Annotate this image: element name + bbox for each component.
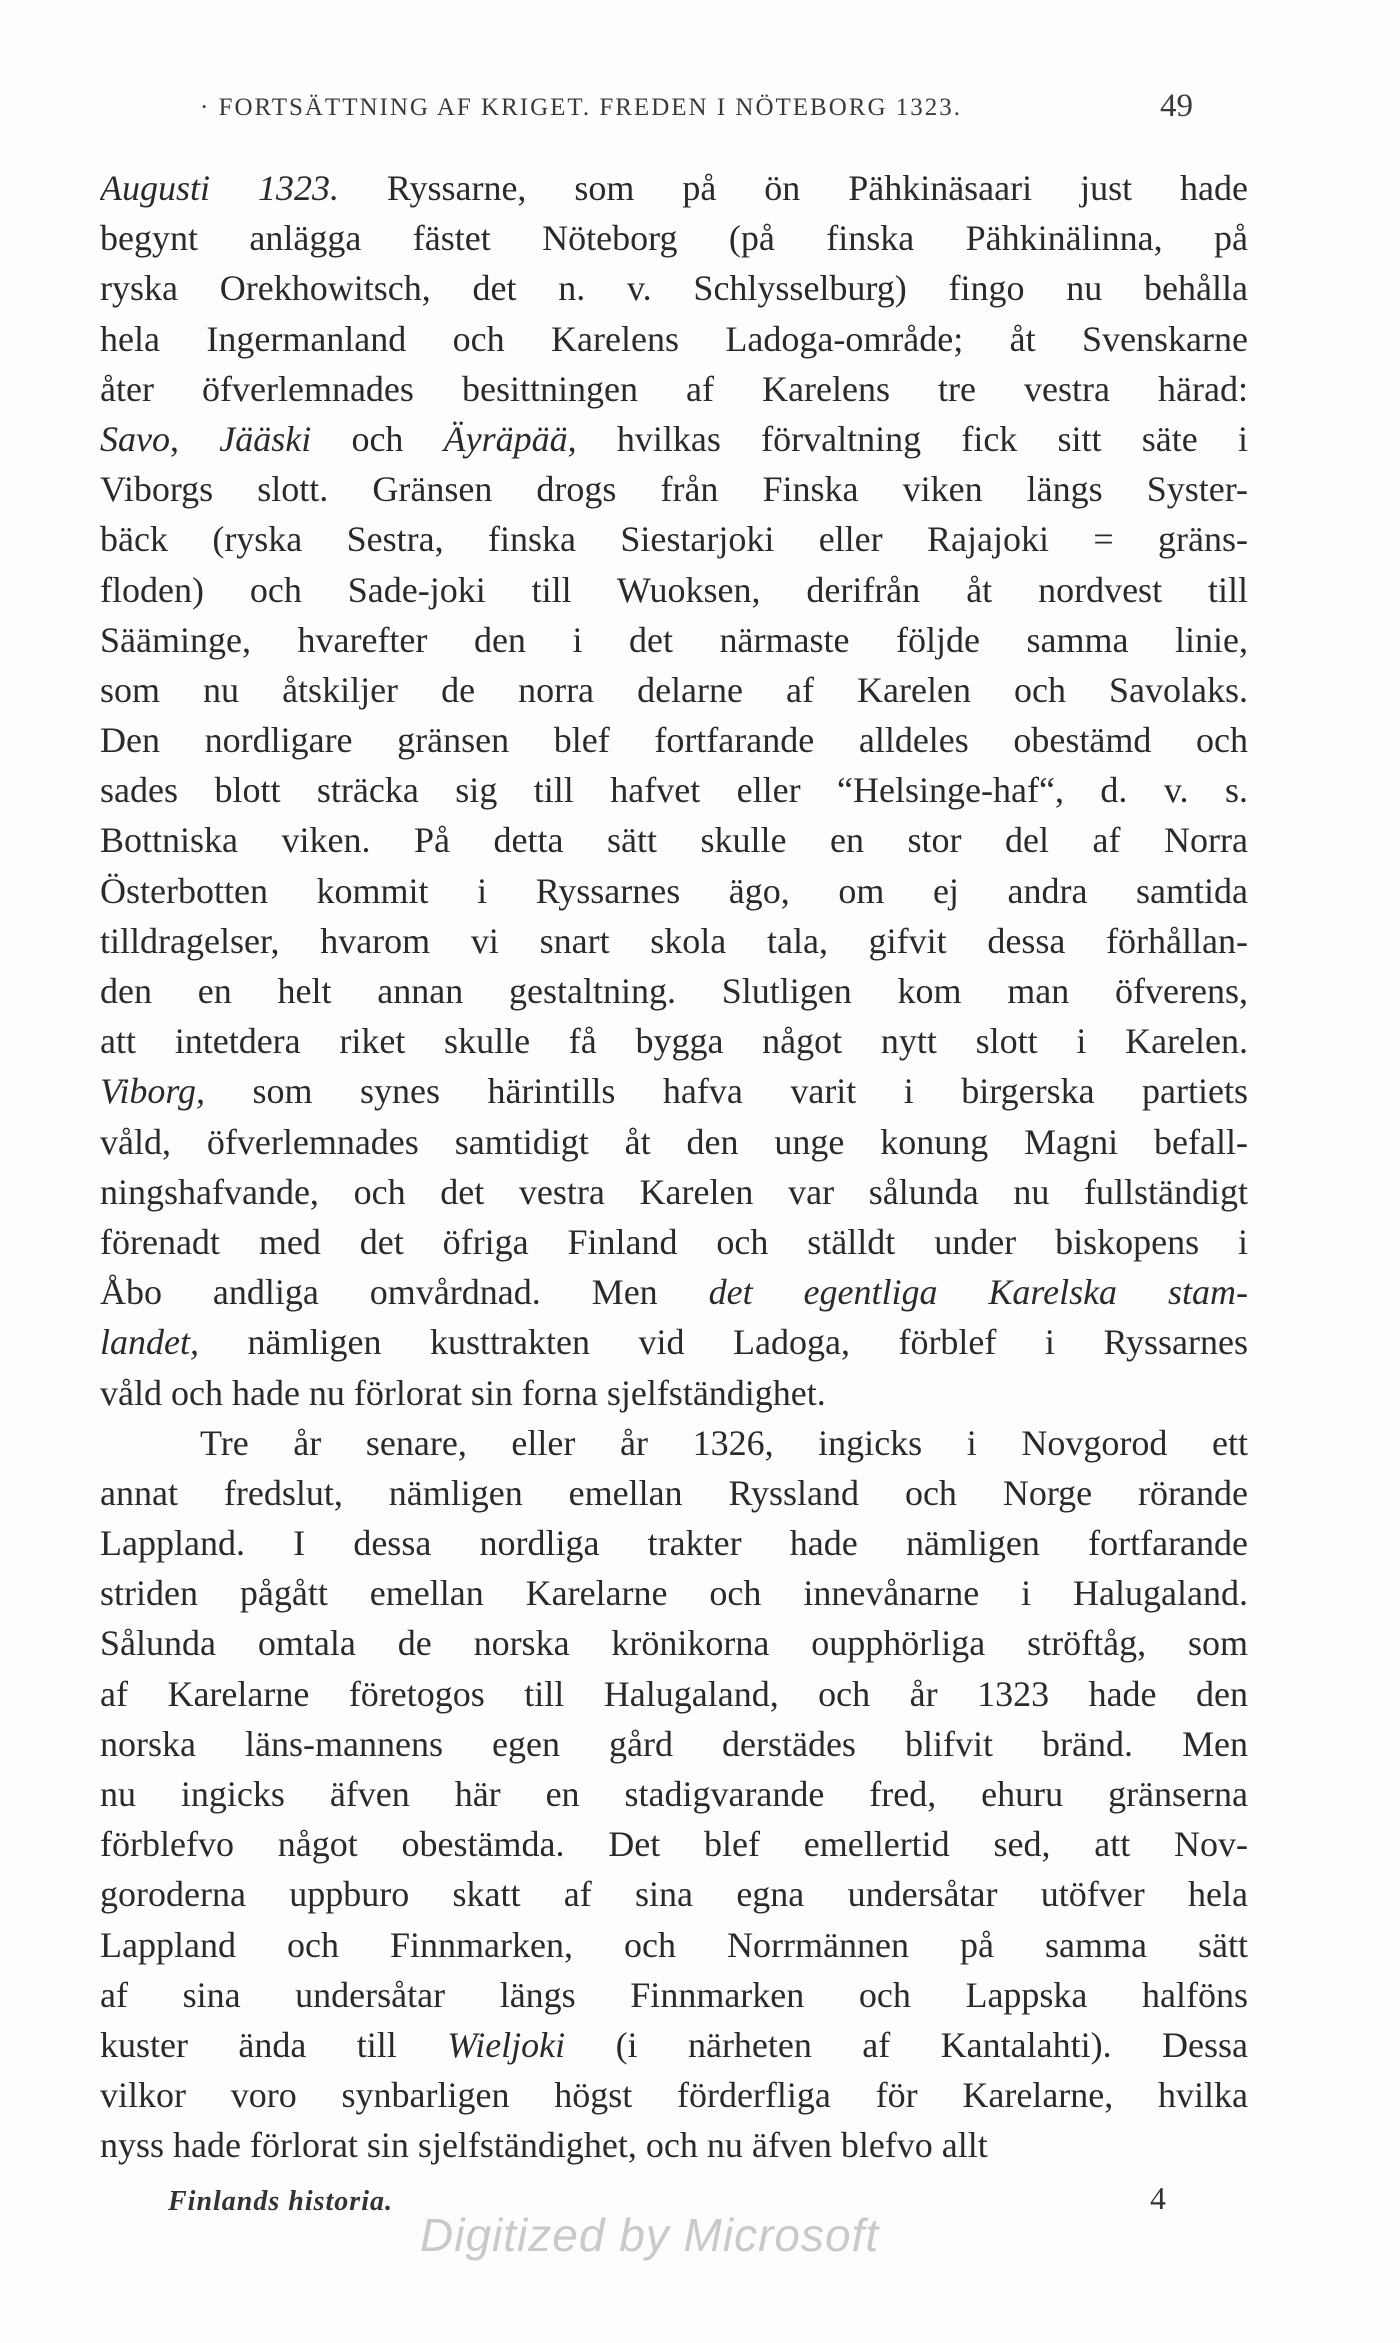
text-run: att intetdera riket skulle få bygga något nytt slott i Karelen. (100, 1021, 1248, 1062)
running-header (200, 88, 1200, 124)
text-line (100, 2020, 1248, 2070)
text-run: af sina undersåtar längs Finnmarken och Lappska halföns (100, 1974, 1248, 2015)
italic-text: Wieljoki (447, 2024, 566, 2065)
text-line (100, 1970, 1248, 2020)
text-line (100, 1368, 1248, 1418)
text-line (100, 364, 1248, 414)
text-line (100, 966, 1248, 1016)
text-line (100, 1167, 1248, 1217)
sheet-number: 4 (1150, 2180, 1166, 2216)
page-number: 49 (1160, 88, 1193, 124)
text-line (100, 866, 1248, 916)
text-run: vilkor voro synbarligen högst förderfliga för Karelarne, hvilka (100, 2075, 1248, 2116)
italic-text: Viborg, (100, 1071, 205, 1112)
text-line (100, 1719, 1248, 1769)
text-run: hvilkas förvaltning fick sitt säte i (576, 418, 1248, 459)
text-line (100, 815, 1248, 865)
text-line (100, 1869, 1248, 1919)
digitization-watermark: Digitized by Microsoft (420, 2209, 880, 2261)
text-run: sades blott sträcka sig till hafvet eller “Helsinge-haf“, d. v. s. (100, 770, 1248, 811)
text-line (100, 1568, 1248, 1618)
text-run: Sålunda omtala de norska krönikorna oupphörliga ströftåg, som (100, 1623, 1248, 1664)
text-run: norska läns-mannens egen gård derstädes blifvit bränd. Men (100, 1723, 1248, 1764)
text-run: begynt anlägga fästet Nöteborg (på finska Pähkinälinna, på (100, 218, 1248, 259)
text-line (100, 1518, 1248, 1568)
text-line (100, 213, 1248, 263)
text-run: ryska Orekhowitsch, det n. v. Schlysselburg) fingo nu behålla (100, 268, 1248, 309)
text-run: bäck (ryska Sestra, finska Siestarjoki eller Rajajoki = gräns- (100, 519, 1248, 560)
text-run: goroderna uppburo skatt af sina egna undersåtar utöfver hela (100, 1874, 1248, 1915)
text-run: Den nordligare gränsen blef fortfarande alldeles obestämd och (100, 720, 1248, 761)
text-line (100, 1769, 1248, 1819)
italic-text: Savo (100, 418, 170, 459)
text-run: nämligen kusttrakten vid Ladoga, förblef i Ryssarnes (198, 1322, 1248, 1363)
text-run: striden pågått emellan Karelarne och innevånarne i Halugaland. (100, 1573, 1248, 1614)
text-line (100, 263, 1248, 313)
text-run: nyss hade förlorat sin sjelfständighet, och nu äfven blefvo allt (100, 2125, 988, 2166)
text-line (100, 565, 1248, 615)
text-run: ningshafvande, och det vestra Karelen var sålunda nu fullständigt (100, 1171, 1248, 1212)
text-line (100, 765, 1248, 815)
text-line (100, 514, 1248, 564)
text-run: Bottniska viken. På detta sätt skulle en stor del af Norra (100, 820, 1248, 861)
text-run: (i närheten af Kantalahti). Dessa (565, 2024, 1248, 2065)
text-line (100, 2120, 1248, 2170)
text-run: som synes härintills hafva varit i birgerska partiets (205, 1071, 1248, 1112)
italic-text: Augusti 1323. (100, 168, 339, 208)
text-line (100, 414, 1248, 464)
text-line (100, 464, 1248, 514)
text-run: Tre år senare, eller år 1326, ingicks i Novgorod ett (200, 1422, 1248, 1463)
body-text (100, 163, 1248, 2171)
text-run: åter öfverlemnades besittningen af Karelens tre vestra härad: (100, 368, 1248, 409)
text-run: förenadt med det öfriga Finland och ställdt under biskopens i (100, 1221, 1248, 1262)
text-line (100, 1468, 1248, 1518)
text-line (100, 1819, 1248, 1869)
paragraph (100, 163, 1248, 1418)
text-line (100, 665, 1248, 715)
text-line (100, 1418, 1248, 1468)
text-run: Ryssarne, som på ön Pähkinäsaari just hade (338, 168, 1248, 208)
text-line (100, 1117, 1248, 1167)
text-line (100, 916, 1248, 966)
text-line (100, 1317, 1248, 1367)
text-run: våld och hade nu förlorat sin forna sjelfständighet. (100, 1372, 826, 1413)
text-run: , (169, 418, 220, 459)
text-run: kuster ända till (100, 2024, 448, 2065)
paragraph (100, 1418, 1248, 2171)
text-run: Österbotten kommit i Ryssarnes ägo, om ej andra samtida (100, 870, 1248, 911)
text-run: den en helt annan gestaltning. Slutligen kom man öfverens, (100, 971, 1248, 1011)
text-line (100, 1267, 1248, 1317)
text-line (100, 314, 1248, 364)
text-run: floden) och Sade-joki till Wuoksen, derifrån åt nordvest till (100, 569, 1248, 610)
text-line (100, 2070, 1248, 2120)
text-run: Viborgs slott. Gränsen drogs från Finska viken längs Syster- (100, 469, 1248, 510)
text-run: annat fredslut, nämligen emellan Ryssland och Norge rörande (100, 1472, 1248, 1513)
text-line (100, 615, 1248, 665)
text-line (100, 163, 1248, 213)
text-run: och (311, 418, 444, 459)
text-run: förblefvo något obestämda. Det blef emellertid sed, att Nov- (100, 1824, 1248, 1865)
italic-text: det egentliga Karelska stam- (708, 1272, 1248, 1313)
text-line (100, 1920, 1248, 1970)
text-run: som nu åtskiljer de norra delarne af Karelen och Savolaks. (100, 669, 1248, 710)
text-run: hela Ingermanland och Karelens Ladoga-område; åt Svenskarne (100, 318, 1248, 359)
italic-text: Jääski (219, 418, 312, 459)
text-run: Lappland. I dessa nordliga trakter hade nämligen fortfarande (100, 1523, 1248, 1564)
text-line (100, 1669, 1248, 1719)
text-line (100, 1618, 1248, 1668)
text-run: Sääminge, hvarefter den i det närmaste följde samma linie, (100, 619, 1248, 660)
text-line (100, 1066, 1248, 1116)
italic-text: Äyräpää, (443, 418, 577, 459)
italic-text: landet, (100, 1322, 199, 1363)
text-run: våld, öfverlemnades samtidigt åt den unge konung Magni befall- (100, 1121, 1248, 1162)
text-run: tilldragelser, hvarom vi snart skola tala, gifvit dessa förhållan- (100, 920, 1248, 961)
signature-mark: Finlands historia. (168, 2186, 393, 2217)
text-run: af Karelarne företogos till Halugaland, och år 1323 hade den (100, 1673, 1248, 1714)
text-run: nu ingicks äfven här en stadigvarande fred, ehuru gränserna (100, 1774, 1248, 1814)
text-run: Åbo andliga omvårdnad. Men (100, 1272, 709, 1313)
text-line (100, 1016, 1248, 1066)
running-title: · FORTSÄTTNING AF KRIGET. FREDEN I NÖTEBORG 1323. (200, 94, 963, 121)
text-line (100, 1217, 1248, 1267)
text-run: Lappland och Finnmarken, och Norrmännen på samma sätt (100, 1924, 1248, 1965)
text-line (100, 715, 1248, 765)
